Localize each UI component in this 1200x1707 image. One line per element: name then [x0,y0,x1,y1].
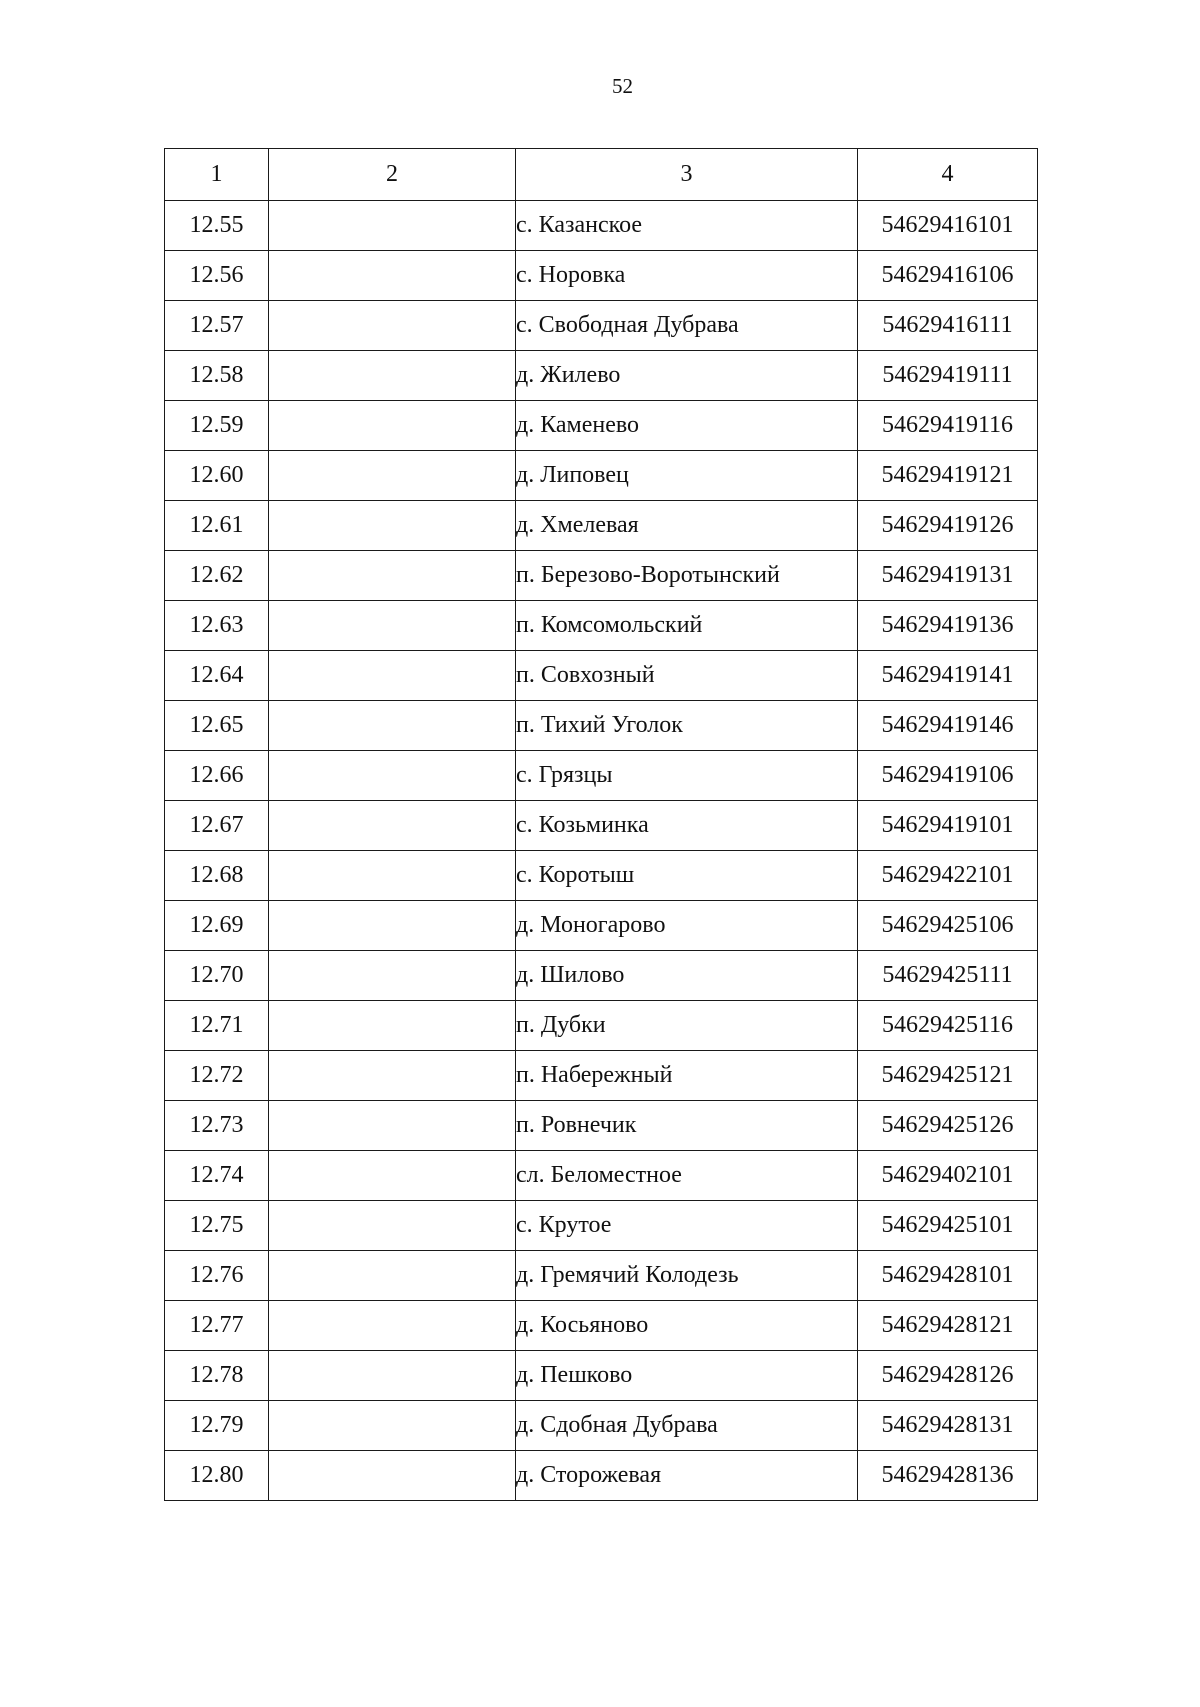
row-col2-cell [269,751,516,801]
row-col2-cell [269,301,516,351]
settlement-code-cell: 54629425106 [858,901,1038,951]
table-row [165,701,1038,751]
settlement-code-cell: 54629419131 [858,551,1038,601]
row-col2-cell [269,401,516,451]
row-col2-cell [269,801,516,851]
settlement-name-cell: д. Хмелевая [516,501,858,551]
table-row [165,1451,1038,1501]
row-number-cell: 12.73 [165,1101,269,1151]
row-number-cell: 12.69 [165,901,269,951]
row-number-cell: 12.75 [165,1201,269,1251]
row-number-cell: 12.78 [165,1351,269,1401]
settlement-name-cell: д. Сдобная Дубрава [516,1401,858,1451]
header-row [165,149,1038,201]
row-number-cell: 12.70 [165,951,269,1001]
row-col2-cell [269,701,516,751]
settlement-code-cell: 54629419101 [858,801,1038,851]
table-row [165,901,1038,951]
settlement-name-cell: п. Набережный [516,1051,858,1101]
table-row [165,1051,1038,1101]
settlement-code-cell: 54629402101 [858,1151,1038,1201]
row-number-cell: 12.68 [165,851,269,901]
table-row [165,551,1038,601]
settlement-name-cell: с. Казанское [516,201,858,251]
row-number-cell: 12.76 [165,1251,269,1301]
settlement-code-cell: 54629428101 [858,1251,1038,1301]
row-number-cell: 12.65 [165,701,269,751]
row-col2-cell [269,1201,516,1251]
settlement-code-cell: 54629428136 [858,1451,1038,1501]
table-row [165,1401,1038,1451]
settlement-code-cell: 54629419136 [858,601,1038,651]
row-col2-cell [269,1251,516,1301]
row-number-cell: 12.58 [165,351,269,401]
settlement-name-cell: д. Липовец [516,451,858,501]
table-row [165,1301,1038,1351]
table-row [165,851,1038,901]
settlement-name-cell: п. Совхозный [516,651,858,701]
row-col2-cell [269,551,516,601]
table-row [165,501,1038,551]
table-row [165,951,1038,1001]
table-row [165,651,1038,701]
row-col2-cell [269,1151,516,1201]
row-number-cell: 12.77 [165,1301,269,1351]
settlement-code-cell: 54629416111 [858,301,1038,351]
table-row [165,751,1038,801]
table-row [165,601,1038,651]
settlement-code-cell: 54629425126 [858,1101,1038,1151]
row-col2-cell [269,951,516,1001]
row-col2-cell [269,1001,516,1051]
settlement-name-cell: с. Грязцы [516,751,858,801]
row-number-cell: 12.74 [165,1151,269,1201]
row-col2-cell [269,1051,516,1101]
settlement-code-cell: 54629419121 [858,451,1038,501]
settlement-name-cell: д. Гремячий Колодезь [516,1251,858,1301]
settlement-name-cell: п. Ровнечик [516,1101,858,1151]
row-number-cell: 12.80 [165,1451,269,1501]
settlement-name-cell: д. Сторожевая [516,1451,858,1501]
row-number-cell: 12.57 [165,301,269,351]
table-row [165,251,1038,301]
table-row [165,451,1038,501]
settlement-code-cell: 54629428121 [858,1301,1038,1351]
settlement-name-cell: д. Пешково [516,1351,858,1401]
settlement-name-cell: п. Комсомольский [516,601,858,651]
header-col-2: 2 [269,149,516,201]
table-row [165,1251,1038,1301]
settlement-name-cell: с. Крутое [516,1201,858,1251]
row-col2-cell [269,1401,516,1451]
settlement-name-cell: с. Козьминка [516,801,858,851]
settlement-name-cell: сл. Беломестное [516,1151,858,1201]
settlement-code-cell: 54629425101 [858,1201,1038,1251]
table-row [165,1151,1038,1201]
row-col2-cell [269,1301,516,1351]
settlement-name-cell: д. Каменево [516,401,858,451]
row-number-cell: 12.79 [165,1401,269,1451]
row-number-cell: 12.66 [165,751,269,801]
row-number-cell: 12.72 [165,1051,269,1101]
header-col-4: 4 [858,149,1038,201]
settlement-code-cell: 54629419106 [858,751,1038,801]
row-col2-cell [269,1101,516,1151]
row-number-cell: 12.56 [165,251,269,301]
table-header [165,149,1038,201]
settlement-code-cell: 54629422101 [858,851,1038,901]
row-col2-cell [269,901,516,951]
settlement-name-cell: д. Жилево [516,351,858,401]
settlement-name-cell: с. Свободная Дубрава [516,301,858,351]
row-col2-cell [269,451,516,501]
table-body [165,201,1038,1501]
settlement-code-cell: 54629419141 [858,651,1038,701]
table-row [165,301,1038,351]
settlement-name-cell: д. Косьяново [516,1301,858,1351]
row-col2-cell [269,201,516,251]
table-row [165,1201,1038,1251]
settlement-code-cell: 54629428131 [858,1401,1038,1451]
row-col2-cell [269,501,516,551]
settlement-code-cell: 54629428126 [858,1351,1038,1401]
settlement-code-cell: 54629419111 [858,351,1038,401]
row-number-cell: 12.59 [165,401,269,451]
header-col-3: 3 [516,149,858,201]
table-row [165,201,1038,251]
table-row [165,1351,1038,1401]
row-number-cell: 12.60 [165,451,269,501]
row-col2-cell [269,601,516,651]
row-number-cell: 12.61 [165,501,269,551]
page-number: 52 [612,74,633,98]
settlement-code-cell: 54629419146 [858,701,1038,751]
table-row [165,351,1038,401]
row-col2-cell [269,1351,516,1401]
row-col2-cell [269,1451,516,1501]
settlement-name-cell: д. Моногарово [516,901,858,951]
settlement-name-cell: п. Березово-Воротынский [516,551,858,601]
settlement-code-cell: 54629425116 [858,1001,1038,1051]
settlement-code-cell: 54629425111 [858,951,1038,1001]
settlement-name-cell: с. Коротыш [516,851,858,901]
settlement-code-cell: 54629425121 [858,1051,1038,1101]
row-col2-cell [269,251,516,301]
header-col-1: 1 [165,149,269,201]
table-row [165,401,1038,451]
table-row [165,801,1038,851]
settlement-code-cell: 54629416101 [858,201,1038,251]
settlement-code-cell: 54629416106 [858,251,1038,301]
settlement-code-cell: 54629419116 [858,401,1038,451]
row-number-cell: 12.67 [165,801,269,851]
settlement-name-cell: п. Тихий Уголок [516,701,858,751]
row-number-cell: 12.71 [165,1001,269,1051]
row-col2-cell [269,851,516,901]
row-number-cell: 12.62 [165,551,269,601]
settlement-name-cell: п. Дубки [516,1001,858,1051]
row-number-cell: 12.63 [165,601,269,651]
table-row [165,1001,1038,1051]
settlement-name-cell: с. Норовка [516,251,858,301]
settlement-name-cell: д. Шилово [516,951,858,1001]
row-col2-cell [269,351,516,401]
settlements-table [164,148,1038,1501]
settlement-code-cell: 54629419126 [858,501,1038,551]
row-col2-cell [269,651,516,701]
table-row [165,1101,1038,1151]
row-number-cell: 12.64 [165,651,269,701]
row-number-cell: 12.55 [165,201,269,251]
